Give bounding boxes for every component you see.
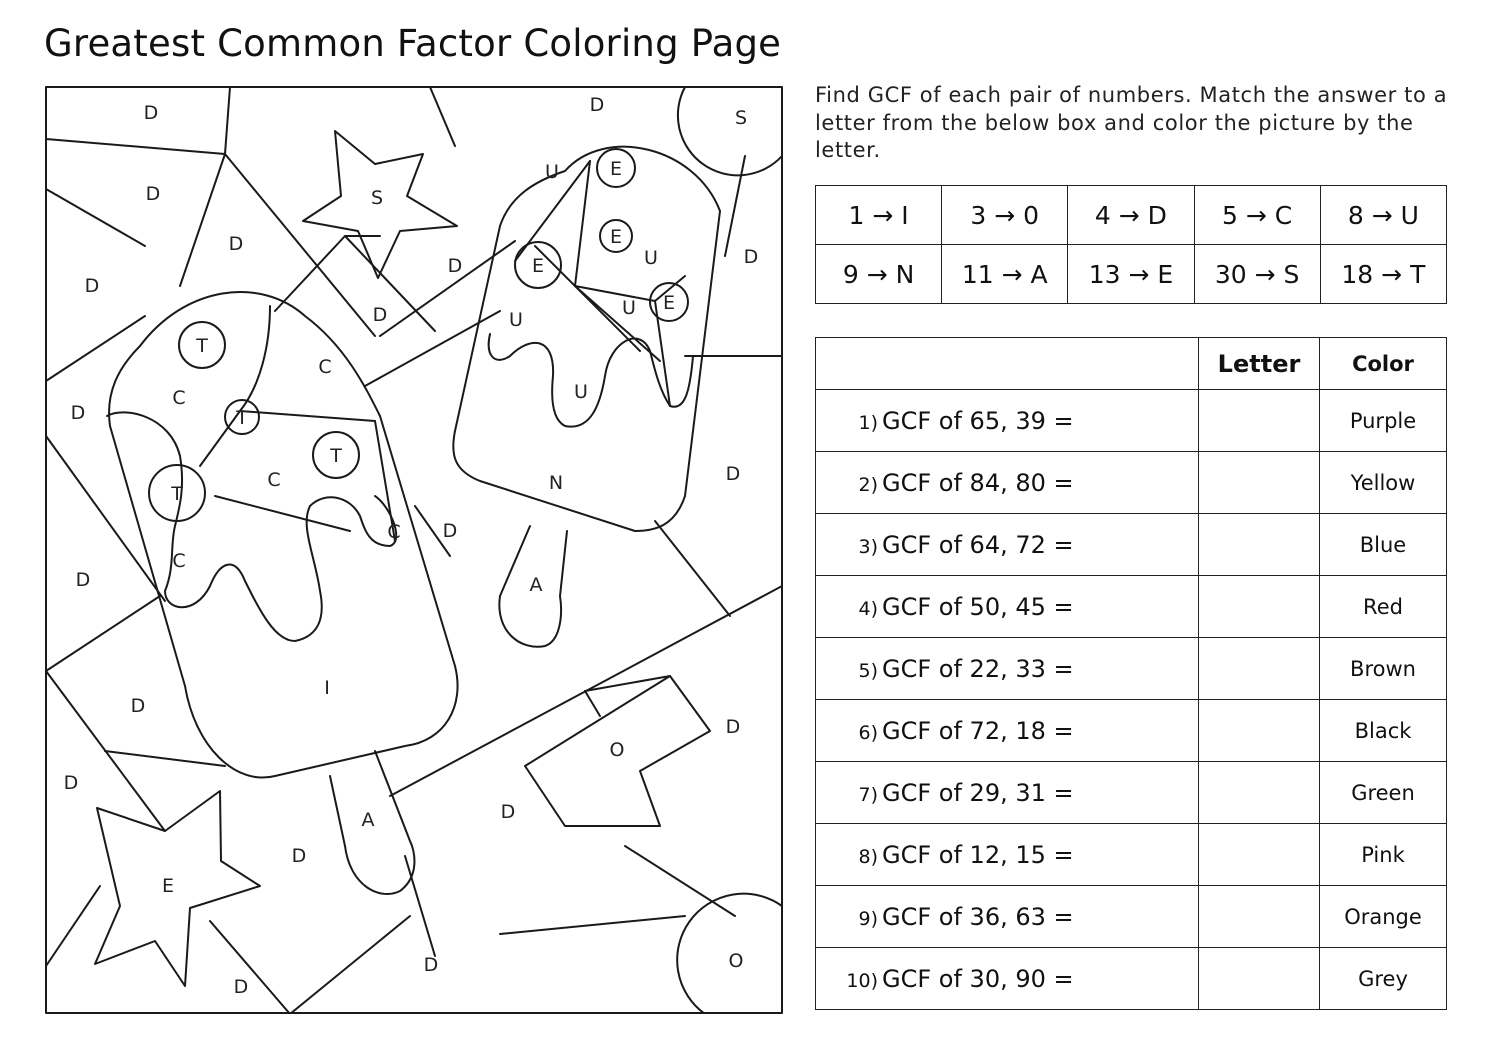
problem-question: GCF of 64, 72 = xyxy=(882,530,1074,559)
letter-answer-cell[interactable] xyxy=(1199,638,1320,700)
letter-d: D xyxy=(70,402,86,424)
region-line xyxy=(46,596,160,671)
picture-frame xyxy=(46,87,782,1013)
arrow-icon: → xyxy=(1254,259,1276,289)
letter-s: S xyxy=(370,187,384,209)
letter-e: E xyxy=(609,158,623,180)
header-color: Color xyxy=(1320,338,1447,390)
region-line xyxy=(200,306,270,466)
problems-header-row xyxy=(816,338,1447,390)
letter-d: D xyxy=(447,255,463,277)
letter-d: D xyxy=(63,772,79,794)
problem-question: GCF of 50, 45 = xyxy=(882,592,1074,621)
problem-number: 9) xyxy=(858,907,878,930)
problem-color: Orange xyxy=(1320,886,1447,948)
key-cell: 8 → U xyxy=(1320,186,1446,245)
letter-d: D xyxy=(291,845,307,867)
problem-number: 1) xyxy=(858,411,878,434)
answer-key-row xyxy=(816,245,1447,304)
problem-color: Black xyxy=(1320,700,1447,762)
problem-color: Grey xyxy=(1320,948,1447,1010)
letter-u: U xyxy=(622,297,636,319)
letter-answer-cell[interactable] xyxy=(1199,824,1320,886)
letter-a: A xyxy=(529,574,543,596)
letter-t: T xyxy=(171,483,183,505)
region-line xyxy=(290,916,410,1014)
region-line xyxy=(585,691,600,716)
arrow-icon: → xyxy=(1001,259,1023,289)
region-line xyxy=(46,886,100,966)
letter-e: E xyxy=(609,226,623,248)
problem-row xyxy=(816,824,1447,886)
answer-key-row xyxy=(816,186,1447,245)
letter-u: U xyxy=(509,309,523,331)
key-cell: 18 → T xyxy=(1320,245,1446,304)
popsicle-right-body xyxy=(453,147,720,531)
problem-row xyxy=(816,390,1447,452)
problem-color: Brown xyxy=(1320,638,1447,700)
letter-d: D xyxy=(725,716,741,738)
letter-answer-cell[interactable] xyxy=(1199,762,1320,824)
letter-d: D xyxy=(743,246,759,268)
letter-d: D xyxy=(500,801,516,823)
letter-answer-cell[interactable] xyxy=(1199,452,1320,514)
letter-c: C xyxy=(172,387,186,409)
letter-o: O xyxy=(728,950,744,972)
problem-row xyxy=(816,576,1447,638)
letter-e: E xyxy=(161,875,175,897)
letter-d: D xyxy=(228,233,244,255)
key-cell: 3 → 0 xyxy=(942,186,1068,245)
arrow-icon: → xyxy=(1118,200,1140,230)
letter-answer-cell[interactable] xyxy=(1199,886,1320,948)
arrow-icon: → xyxy=(1381,259,1403,289)
region-line xyxy=(725,156,745,256)
region-line xyxy=(405,856,435,956)
popsicle-left-body xyxy=(109,292,458,778)
arrow-icon: → xyxy=(866,259,888,289)
key-cell: 13 → E xyxy=(1068,245,1194,304)
letter-u: U xyxy=(574,381,588,403)
key-cell: 1 → I xyxy=(816,186,942,245)
problem-row xyxy=(816,886,1447,948)
problem-number: 4) xyxy=(858,597,878,620)
key-cell: 30 → S xyxy=(1194,245,1320,304)
coloring-picture-svg xyxy=(45,86,783,1014)
coloring-picture xyxy=(45,86,783,1014)
letter-s: S xyxy=(734,107,748,129)
arrow-icon: → xyxy=(1128,259,1150,289)
problem-number: 3) xyxy=(858,535,878,558)
problem-row xyxy=(816,452,1447,514)
instructions-text: Find GCF of each pair of numbers. Match the answer to a letter from the below box and color the picture by the letter. xyxy=(815,83,1448,162)
problem-question: GCF of 84, 80 = xyxy=(882,468,1074,497)
problem-question: GCF of 36, 63 = xyxy=(882,902,1074,931)
region-line xyxy=(575,286,660,361)
problem-number: 10) xyxy=(846,969,878,992)
shape-circle-s xyxy=(678,87,782,175)
letter-d: D xyxy=(84,275,100,297)
letter-d: D xyxy=(75,569,91,591)
problem-color: Pink xyxy=(1320,824,1447,886)
problem-row xyxy=(816,762,1447,824)
letter-d: D xyxy=(589,94,605,116)
key-cell: 9 → N xyxy=(816,245,942,304)
region-line xyxy=(240,411,375,421)
letter-d: D xyxy=(423,954,439,976)
letter-answer-cell[interactable] xyxy=(1199,700,1320,762)
region-line xyxy=(46,436,165,601)
region-line xyxy=(180,154,225,286)
letter-d: D xyxy=(442,520,458,542)
letter-i: I xyxy=(324,677,330,699)
region-line xyxy=(215,496,350,531)
arrow-icon: → xyxy=(872,200,894,230)
problem-row xyxy=(816,514,1447,576)
letter-u: U xyxy=(644,247,658,269)
letter-answer-cell[interactable] xyxy=(1199,390,1320,452)
region-line xyxy=(46,189,145,246)
letter-t: T xyxy=(236,407,248,429)
letter-e: E xyxy=(531,255,545,277)
problem-row xyxy=(816,638,1447,700)
key-cell: 11 → A xyxy=(942,245,1068,304)
problem-question: GCF of 72, 18 = xyxy=(882,716,1074,745)
region-line xyxy=(625,846,735,916)
arrow-icon: → xyxy=(994,200,1016,230)
problem-number: 7) xyxy=(858,783,878,806)
header-letter: Letter xyxy=(1199,338,1320,390)
letter-t: T xyxy=(330,445,342,467)
answer-key-table xyxy=(815,185,1447,304)
letter-e: E xyxy=(662,292,676,314)
region-line xyxy=(500,916,685,934)
region-line xyxy=(210,921,290,1014)
letter-answer-cell[interactable] xyxy=(1199,576,1320,638)
problem-color: Red xyxy=(1320,576,1447,638)
letter-d: D xyxy=(372,304,388,326)
problems-table xyxy=(815,337,1447,1010)
letter-c: C xyxy=(318,356,332,378)
letter-c: C xyxy=(387,521,401,543)
letter-d: D xyxy=(145,183,161,205)
problem-color: Purple xyxy=(1320,390,1447,452)
problem-question: GCF of 12, 15 = xyxy=(882,840,1074,869)
problem-color: Green xyxy=(1320,762,1447,824)
problem-number: 2) xyxy=(858,473,878,496)
letter-d: D xyxy=(233,976,249,998)
problem-number: 8) xyxy=(858,845,878,868)
letter-a: A xyxy=(361,809,375,831)
letter-d: D xyxy=(725,463,741,485)
page-title: Greatest Common Factor Coloring Page xyxy=(44,22,782,65)
letter-n: N xyxy=(548,472,564,494)
region-line xyxy=(655,521,730,616)
letter-c: C xyxy=(267,469,281,491)
letter-answer-cell[interactable] xyxy=(1199,948,1320,1010)
letter-u: U xyxy=(545,161,559,183)
popsicle-left-drip xyxy=(107,412,396,641)
arrow-icon: → xyxy=(1371,200,1393,230)
letter-c: C xyxy=(172,550,186,572)
letter-t: T xyxy=(196,335,208,357)
region-line xyxy=(46,87,230,154)
letter-answer-cell[interactable] xyxy=(1199,514,1320,576)
arrow-icon: → xyxy=(1245,200,1267,230)
region-line xyxy=(46,316,145,381)
header-problem xyxy=(816,338,1199,390)
region-line xyxy=(105,751,225,766)
problem-color: Yellow xyxy=(1320,452,1447,514)
problem-question: GCF of 65, 39 = xyxy=(882,406,1074,435)
problem-number: 5) xyxy=(858,659,878,682)
problem-row xyxy=(816,948,1447,1010)
shape-star-bottom xyxy=(95,791,260,986)
problem-question: GCF of 22, 33 = xyxy=(882,654,1074,683)
key-cell: 4 → D xyxy=(1068,186,1194,245)
problem-color: Blue xyxy=(1320,514,1447,576)
problem-number: 6) xyxy=(858,721,878,744)
letter-o: O xyxy=(609,739,625,761)
problem-row xyxy=(816,700,1447,762)
problem-question: GCF of 29, 31 = xyxy=(882,778,1074,807)
letter-d: D xyxy=(143,102,159,124)
letter-d: D xyxy=(130,695,146,717)
problem-question: GCF of 30, 90 = xyxy=(882,964,1074,993)
key-cell: 5 → C xyxy=(1194,186,1320,245)
region-line xyxy=(430,87,455,146)
